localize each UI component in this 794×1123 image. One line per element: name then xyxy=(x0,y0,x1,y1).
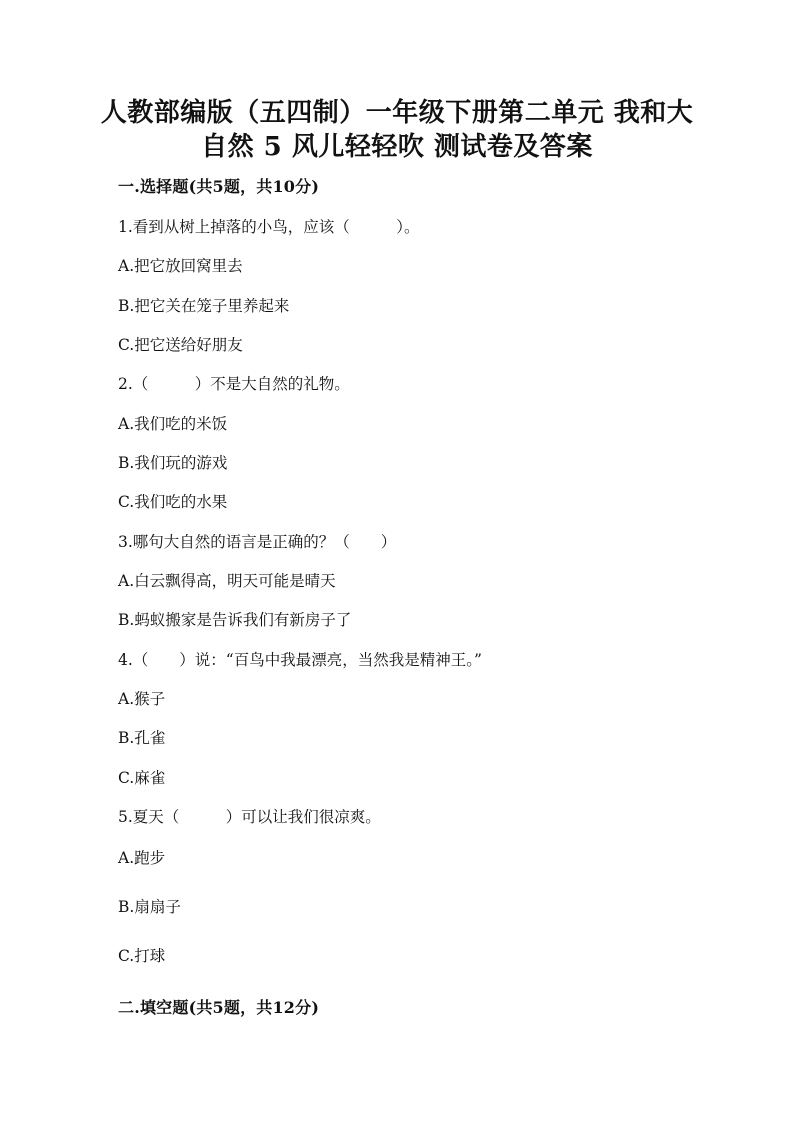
section-heading-multiple-choice: 一.选择题(共5题，共10分) xyxy=(118,177,320,196)
question-5-option-a: A.跑步 xyxy=(118,849,166,867)
question-4-option-c: C.麻雀 xyxy=(118,769,166,787)
question-4-option-b: B.孔雀 xyxy=(118,729,166,747)
question-5-option-b: B.扇扇子 xyxy=(118,898,181,916)
question-2-option-b: B.我们玩的游戏 xyxy=(118,454,228,472)
question-2-option-c: C.我们吃的水果 xyxy=(118,493,228,511)
question-2: 2.（ ）不是大自然的礼物。 xyxy=(118,375,350,393)
question-4-option-a: A.猴子 xyxy=(118,690,166,708)
question-5: 5.夏天（ ）可以让我们很凉爽。 xyxy=(118,808,381,826)
question-3-option-a: A.白云飘得高，明天可能是晴天 xyxy=(118,572,336,590)
question-5-option-c: C.打球 xyxy=(118,947,166,965)
question-1-option-a: A.把它放回窝里去 xyxy=(118,257,243,275)
document-title-line-1: 人教部编版（五四制）一年级下册第二单元 我和大 xyxy=(100,98,694,128)
question-1: 1.看到从树上掉落的小鸟，应该（ ）。 xyxy=(118,218,420,236)
section-heading-fill-in-blank: 二.填空题(共5题，共12分) xyxy=(118,998,320,1017)
question-4: 4.（ ）说：“百鸟中我最漂亮，当然我是精神王。” xyxy=(118,651,482,669)
question-3-option-b: B.蚂蚁搬家是告诉我们有新房子了 xyxy=(118,611,352,629)
document-title-line-2: 自然 5 风儿轻轻吹 测试卷及答案 xyxy=(201,132,593,162)
question-1-option-c: C.把它送给好朋友 xyxy=(118,336,243,354)
question-3: 3.哪句大自然的语言是正确的？（ ） xyxy=(118,533,397,551)
question-1-option-b: B.把它关在笼子里养起来 xyxy=(118,297,290,315)
question-2-option-a: A.我们吃的米饭 xyxy=(118,415,228,433)
